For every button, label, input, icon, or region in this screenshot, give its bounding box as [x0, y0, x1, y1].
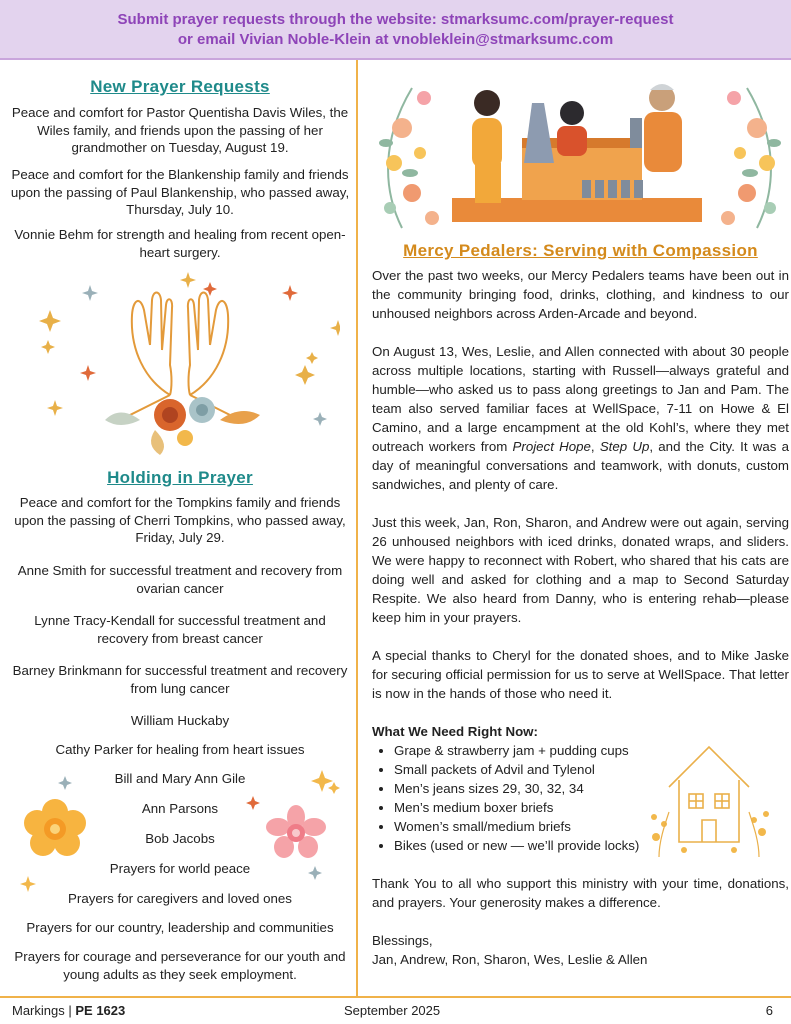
footer-date: September 2025 — [344, 1003, 441, 1018]
holding-in-prayer-heading: Holding in Prayer — [107, 468, 253, 487]
page-number: 6 — [765, 1003, 773, 1018]
article-paragraph-separator: , — [590, 439, 600, 454]
holding-prayer-item: Peace and comfort for the Tompkins family and friends upon the passing of Cherri Tompkins, who passed away, Friday, July 29. — [14, 495, 346, 545]
sparkle-icon — [308, 866, 322, 880]
new-requests-heading: New Prayer Requests — [90, 77, 270, 96]
new-request-item: Peace and comfort for Pastor Quentisha Davis Wiles, the Wiles family, and friends upon the passing of her grandmother on Tuesday, August 19. — [11, 105, 349, 155]
org-name-project-hope: Project Hope — [512, 439, 591, 454]
sparkle-icon — [20, 876, 36, 892]
holding-prayer-item: Prayers for courage and perseverance for our youth and young adults as they seek employment. — [14, 949, 346, 982]
holding-prayer-item: Anne Smith for successful treatment and recovery from ovarian cancer — [17, 563, 343, 596]
holding-prayer-item: William Huckaby — [130, 713, 230, 728]
sparkle-icon — [310, 768, 340, 798]
article-paragraph: Just this week, Jan, Ron, Sharon, and Andrew were out again, serving 26 unhoused neighbors with iced drinks, donated wraps, and sliders. We were happy to reconnect with Robert, who shared that his cats are doing well and asked for clothing and a map to Second Saturday Respite. We also heard from Danny, who is entering rehab—please keep him in your prayers. — [372, 515, 789, 625]
needs-list-item: • Men’s medium boxer briefs — [394, 798, 789, 817]
banner-line-1: Submit prayer requests through the website: stmarksumc.com/prayer-request — [117, 11, 674, 28]
holding-prayer-item: Lynne Tracy-Kendall for successful treatment and recovery from breast cancer — [34, 613, 326, 646]
holding-prayer-item: Ann Parsons — [141, 801, 219, 816]
article-body — [372, 266, 789, 969]
needs-title: What We Need Right Now: — [372, 724, 538, 739]
article-paragraph — [372, 342, 789, 494]
article-heading: Mercy Pedalers: Serving with Compassion — [403, 241, 758, 260]
holding-prayer-item: Prayers for our country, leadership and communities — [26, 920, 334, 935]
orange-flower-icon — [22, 798, 88, 858]
needs-list-item: • Grape & strawberry jam + pudding cups — [394, 741, 789, 760]
article-paragraph-part: , and the City. It was a day of meaningful conversations and teamwork, with donuts, custom sandwiches, and plenty of care. — [372, 439, 790, 492]
holding-prayer-item: Barney Brinkmann for successful treatment and recovery from lung cancer — [12, 663, 348, 696]
banner-line-2: or email Vivian Noble-Klein at vnobleklein@stmarksumc.com — [177, 31, 614, 48]
new-request-item: Peace and comfort for the Blankenship family and friends upon the passing of Paul Blankenship, who passed away, Thursday, July 10. — [10, 167, 350, 217]
issue-number: PE 1623 — [75, 1003, 126, 1018]
sparkle-icon — [246, 796, 260, 810]
holding-prayer-item: Prayers for world peace — [109, 861, 251, 876]
volunteers-illustration — [372, 68, 789, 238]
new-request-item: Vonnie Behm for strength and healing from recent open-heart surgery. — [14, 227, 346, 260]
needs-list-item: • Men’s jeans sizes 29, 30, 32, 34 — [394, 779, 789, 798]
holding-prayer-item: Cathy Parker for healing from heart issues — [55, 742, 305, 757]
publication-name: Markings — [12, 1003, 65, 1018]
house-illustration — [644, 732, 774, 862]
column-divider — [356, 60, 358, 996]
submission-banner — [0, 0, 791, 60]
left-column — [10, 60, 350, 996]
right-column — [372, 60, 789, 996]
closing-line: Blessings, — [372, 933, 433, 948]
needs-list-item: • Small packets of Advil and Tylenol — [394, 760, 789, 779]
footer-publication — [12, 998, 125, 1024]
article-paragraph: A special thanks to Cheryl for the donated shoes, and to Mike Jaske for securing official permission for us to serve at WellSpace. That letter is now in the hands of those who need it. — [372, 648, 789, 701]
org-name-step-up: Step Up — [599, 439, 650, 454]
article-paragraph-part: On August 13, Wes, Leslie, and Allen connected with about 30 people across multiple locations, starting with Russell—always grateful and humble—who asked us to pass along greetings to Jan and Pam. The team also served familiar faces at WellSpace, 7-11 on Howe & El Camino, and a large encampment at the old Kohl’s, where they met outreach workers from — [372, 344, 789, 454]
sparkle-icon — [58, 776, 72, 790]
thanks-paragraph: Thank You to all who support this ministry with your time, donations, and prayers. Your generosity makes a difference. — [372, 876, 789, 910]
article-paragraph: Over the past two weeks, our Mercy Pedalers teams have been out in the community bringing food, drinks, clothing, and kindness to our unhoused neighbors across Arden-Arcade and beyond. — [372, 268, 789, 321]
holding-prayer-item: Bill and Mary Ann Gile — [114, 771, 246, 786]
holding-prayer-item: Prayers for caregivers and loved ones — [68, 891, 292, 906]
signature-line: Jan, Andrew, Ron, Sharon, Wes, Leslie & Allen — [372, 952, 648, 967]
praying-hands-illustration — [20, 270, 340, 460]
page-footer — [0, 996, 791, 1024]
needs-list-item: • Women’s small/medium briefs — [394, 817, 789, 836]
holding-prayer-item: Bob Jacobs — [145, 831, 215, 846]
footer-separator: | — [64, 1003, 76, 1018]
needs-list-item: • Bikes (used or new — we’ll provide locks) — [394, 836, 789, 855]
pink-flower-icon — [266, 805, 326, 861]
